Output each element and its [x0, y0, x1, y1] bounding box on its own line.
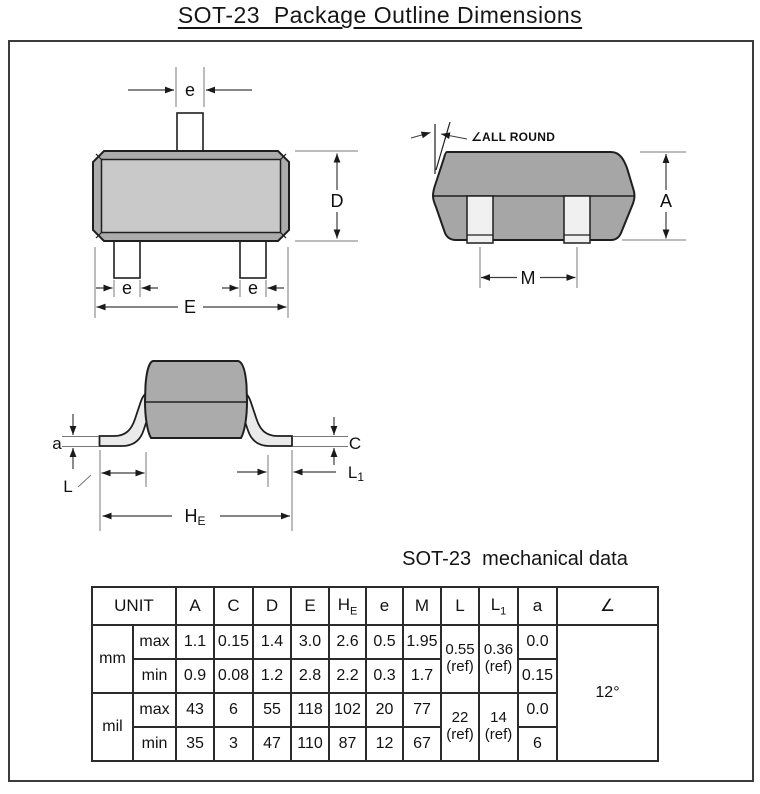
- col-header-unit: UNIT: [92, 587, 176, 625]
- dim-label-D: D: [330, 191, 344, 211]
- front-view-labels: [52, 434, 364, 528]
- unit-cell-mil: mil: [92, 693, 133, 761]
- top-pin: [177, 113, 203, 153]
- side-pin-right: [564, 196, 590, 243]
- col-header-A: A: [176, 587, 214, 625]
- bottom-left-pin: [114, 239, 140, 278]
- table-cell: 0.15: [214, 625, 253, 659]
- table-cell: 1.2: [253, 659, 291, 693]
- table-cell: 2.2: [329, 659, 366, 693]
- dim-label-e-right: e: [247, 278, 259, 298]
- table-cell: 2.6: [329, 625, 366, 659]
- table-cell: 6: [518, 727, 557, 761]
- col-header-C: C: [214, 587, 253, 625]
- dim-label-e-top: e: [184, 80, 196, 100]
- table-cell: 1.4: [253, 625, 291, 659]
- page-title: SOT-23 Package Outline Dimensions: [177, 2, 583, 28]
- table-row-mm-max: [92, 625, 658, 659]
- table-cell: 0.0: [518, 693, 557, 727]
- table-cell: 1.95: [403, 625, 441, 659]
- col-header-HE: $H_E$: [329, 587, 366, 625]
- table-cell-L1-mil: 14 (ref): [479, 693, 518, 761]
- table-cell-angle: 12°: [557, 625, 658, 761]
- package-body-front: [145, 361, 247, 438]
- table-cell: 0.0: [518, 625, 557, 659]
- front-view: [52, 361, 364, 531]
- table-cell-L-mil: 22 (ref): [441, 693, 479, 761]
- col-header-L1: $L_1$: [479, 587, 518, 625]
- dim-label-E: E: [183, 297, 197, 317]
- table-cell: 55: [253, 693, 291, 727]
- table-cell: 0.5: [366, 625, 403, 659]
- limit-cell: min: [133, 727, 176, 761]
- table-cell: 0.08: [214, 659, 253, 693]
- dim-label-A: A: [659, 191, 673, 211]
- table-cell-L1-mm: 0.36 (ref): [479, 625, 518, 693]
- table-cell: 12: [366, 727, 403, 761]
- limit-cell: min: [133, 659, 176, 693]
- mech-data-table: [91, 586, 659, 762]
- mech-data-title: SOT-23 mechanical data: [402, 548, 628, 570]
- col-header-M: M: [403, 587, 441, 625]
- table-cell: 102: [329, 693, 366, 727]
- table-cell: 110: [291, 727, 329, 761]
- table-cell: 1.1: [176, 625, 214, 659]
- side-pin-left: [467, 196, 493, 243]
- callout-arrows: [411, 133, 467, 140]
- col-header-D: D: [253, 587, 291, 625]
- table-cell: 2.8: [291, 659, 329, 693]
- dim-label-HE: HE: [184, 506, 206, 528]
- limit-cell: max: [133, 693, 176, 727]
- table-cell: 87: [329, 727, 366, 761]
- dim-label-a: a: [52, 434, 62, 453]
- side-view: [411, 122, 686, 288]
- table-cell: 47: [253, 727, 291, 761]
- dim-label-M: M: [520, 268, 536, 288]
- table-cell: 35: [176, 727, 214, 761]
- col-header-angle: ∠: [557, 587, 658, 625]
- table-cell: 67: [403, 727, 441, 761]
- table-cell: 0.9: [176, 659, 214, 693]
- top-view: [93, 67, 358, 318]
- dim-label-e-left: e: [121, 278, 133, 298]
- dim-label-C: C: [348, 434, 362, 453]
- table-cell: 0.15: [518, 659, 557, 693]
- unit-cell-mm: mm: [92, 625, 133, 693]
- table-cell: 43: [176, 693, 214, 727]
- table-cell: 3.0: [291, 625, 329, 659]
- table-cell: 0.3: [366, 659, 403, 693]
- bottom-right-pin: [240, 239, 266, 278]
- col-header-a: a: [518, 587, 557, 625]
- col-header-E: E: [291, 587, 329, 625]
- dim-label-L1: L1: [347, 463, 365, 484]
- table-cell: 77: [403, 693, 441, 727]
- table-header-row: [92, 587, 658, 625]
- limit-cell: max: [133, 625, 176, 659]
- table-cell-L-mm: 0.55 (ref): [441, 625, 479, 693]
- all-round-label: ∠ALL ROUND: [471, 130, 556, 144]
- col-header-L: L: [441, 587, 479, 625]
- dim-label-L: L: [63, 477, 73, 496]
- table-cell: 118: [291, 693, 329, 727]
- table-cell: 3: [214, 727, 253, 761]
- package-body-inner: [102, 160, 281, 233]
- col-header-e: e: [366, 587, 403, 625]
- table-cell: 1.7: [403, 659, 441, 693]
- table-cell: 20: [366, 693, 403, 727]
- table-cell: 6: [214, 693, 253, 727]
